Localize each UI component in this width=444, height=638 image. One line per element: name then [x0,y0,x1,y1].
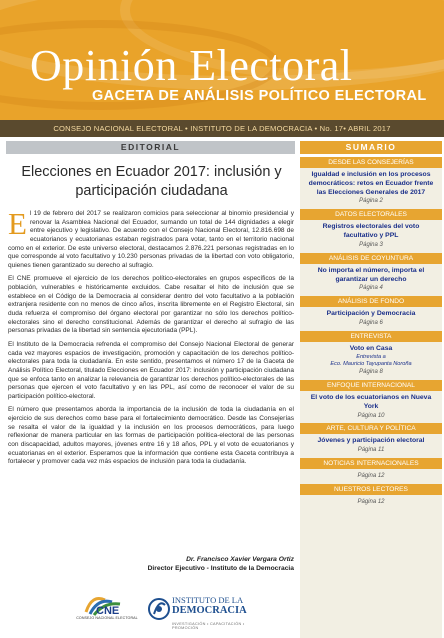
sumario-entry-title: Participación y Democracia [326,310,416,318]
cne-logo-icon [82,592,128,616]
sumario-entry-title: Voto en Casa [349,344,393,352]
sumario-entry[interactable] [300,391,442,423]
editorial-paragraph: El 19 de febrero del 2017 se realizaron comicios para seleccionar al binomio presidencial y renovar la Asamblea Nacional del Ecuador, sumando un total de 144 dignidades a elegir entre ejecutivo y legislativo. De acuerdo con el Consejo Nacional Electoral, 12.816.698 de ecuatorianos y ecuatorianas estaban registrados para votar, tanto en el territorio nacional como en el exterior. De este universo electoral, destacamos 2.876.221 personas registradas en lo que corresponde al voto facultativo y 10.230 personas privadas de la libertad con voto obligatorio, quienes tienen garantizado su derecho al sufragio. [8,206,294,269]
sumario-section [300,253,442,296]
sumario-entry-title: Jóvenes y participación electoral [317,437,425,445]
sumario-entry-page: Página 10 [357,412,385,419]
sumario-entry[interactable] [300,168,442,209]
signature-name: Dr. Francisco Xavier Vergara Ortiz [186,556,294,563]
sumario-section [300,484,442,510]
drop-cap: E [8,206,27,241]
editorial-paragraph: El número que presentamos aborda la importancia de la inclusión de toda la ciudadanía en el ejercicio de sus derechos como base para el fortalecimiento democrático. Desde las Consejerías se resalta el valor de la igualdad y la inclusión en los procesos democráticos, para luego reflexionar de manera particular en las formas de participación política-electoral de las personas con discapacidad, adultos mayores, jóvenes entre 16 y 18 años, PPL y el voto de ecuatorianos y ecuatorianas en el exterior. Esperamos que la información que contiene esta Gaceta contribuya a fortalecer y promover cada vez más espacios de inclusión para toda la ciudadanía. [8,406,294,466]
signature-role: Director Ejecutivo - Instituto de la Democracia [147,565,294,573]
editorial-paragraph: El Instituto de la Democracia refrenda el compromiso del Consejo Nacional Electoral de generar cada vez mayores espacios de investigación, promoción y capacitación de los derechos político-electorales para toda la ciudadanía. En este sentido, presentamos el número 17 de la Gaceta de Análisis Político Electoral, titulado Elecciones en Ecuador 2017: inclusión y participación ciudadana que se enfoca tanto en analizar la relevancia de garantizar los derechos político-electorales de las personas que ejercen el voto facultativo y en las PPL, así como de reconocer el valor de su participación político-electoral. [8,340,294,400]
editorial-signature [148,555,294,573]
cne-logo-text: CONSEJO NACIONAL ELECTORAL [76,616,138,620]
sumario-entry-page: Página 4 [359,285,383,292]
issue-info-bar: CONSEJO NACIONAL ELECTORAL • INSTITUTO DE LA DEMOCRACIA • No. 17• ABRIL 2017 [0,120,444,137]
sumario-entry[interactable] [300,220,442,252]
sumario-section [300,157,442,209]
editorial-body [8,206,294,472]
svg-text:CNE: CNE [96,605,120,616]
editorial-headline: Elecciones en Ecuador 2017: inclusión y participación ciudadana [21,164,282,199]
sumario-entry[interactable] [300,307,442,331]
cne-logo [72,590,142,632]
sumario-section-heading: NOTICIAS INTERNACIONALES [300,458,442,469]
sumario-section [300,423,442,458]
sumario-entry-subtitle: Eco. Mauricio Tayupanta Noroña [330,360,412,367]
sumario-entry[interactable] [300,495,442,510]
sumario-section [300,296,442,331]
publication-subtitle: GACETA DE ANÁLISIS POLÍTICO ELECTORAL [92,88,427,104]
sumario-section [300,380,442,423]
publication-title: Opinión Electoral [30,41,353,90]
sumario-entry[interactable] [300,469,442,484]
sumario-entry-title: El voto de los ecuatorianos en Nueva York [310,393,432,410]
masthead [0,0,444,120]
instituto-logo-text: INSTITUTO DE LA DEMOCRACIA [172,595,247,616]
sumario-entry[interactable] [300,264,442,296]
sumario-entry-page: Página 12 [357,473,385,480]
sumario-entry-title: Igualdad e inclusión en los procesos democráticos: retos en Ecuador frente las Elecciones Generales de 2017 [308,171,434,196]
sumario-entry-page: Página 11 [357,447,385,454]
instituto-logo-icon [148,594,170,624]
sumario-section [300,458,442,484]
sumario-column [300,157,442,638]
sumario-section-heading: ENFOQUE INTERNACIONAL [300,380,442,391]
sumario-section-heading: ANÁLISIS DE COYUNTURA [300,253,442,264]
instituto-tagline: INVESTIGACIÓN • CAPACITACIÓN • PROMOCIÓN [172,622,245,630]
sumario-entry[interactable] [300,434,442,458]
editorial-section-label: EDITORIAL [6,141,295,154]
sumario-entry-title: Registros electorales del voto facultativo y PPL [322,223,420,240]
sumario-entry-page: Página 3 [359,241,383,248]
sumario-entry-page: Página 6 [359,320,383,327]
instituto-democracia-logo [148,592,248,632]
sumario-section-heading: DATOS ELECTORALES [300,209,442,220]
sumario-entry-page: Página 8 [359,369,383,376]
sumario-entry-subtitle: Entrevista a [356,353,386,360]
sumario-section-heading: ARTE, CULTURA Y POLÍTICA [300,423,442,434]
sumario-section-heading: NUESTROS LECTORES [300,484,442,495]
sumario-entry-page: Página 2 [359,198,383,205]
sumario-entry-title: No importa el número, importa el garantizar un derecho [317,266,425,283]
sumario-section-heading: ANÁLISIS DE FONDO [300,296,442,307]
sumario-section-heading: DESDE LAS CONSEJERÍAS [300,157,442,168]
sumario-section-heading: ENTREVISTA [300,331,442,342]
sumario-entry[interactable] [300,342,442,380]
sumario-section [300,209,442,252]
editorial-paragraph: El CNE promueve el ejercicio de los derechos político-electorales en grupos específicos de la población, vulnerables e históricamente excluidos. Cabe resaltar el hito de inclusión que se establece en el Código de la Democracia al considerar dentro del voto facultativo a la población extranjera residente con no menos de cinco años, inscrita libremente en el Registro Electoral, sin duda refuerza el compromiso del órgano electoral por garantizar no sólo los derechos político-electorales sino el derecho constitucional. Además de garantizar el derecho al sufragio de las personas privadas de la libertad sin sentencia ejecutoriada (PPL). [8,275,294,335]
sumario-section-label: SUMARIO [300,141,442,154]
sumario-entry-page: Página 12 [357,498,385,505]
sumario-section [300,331,442,380]
